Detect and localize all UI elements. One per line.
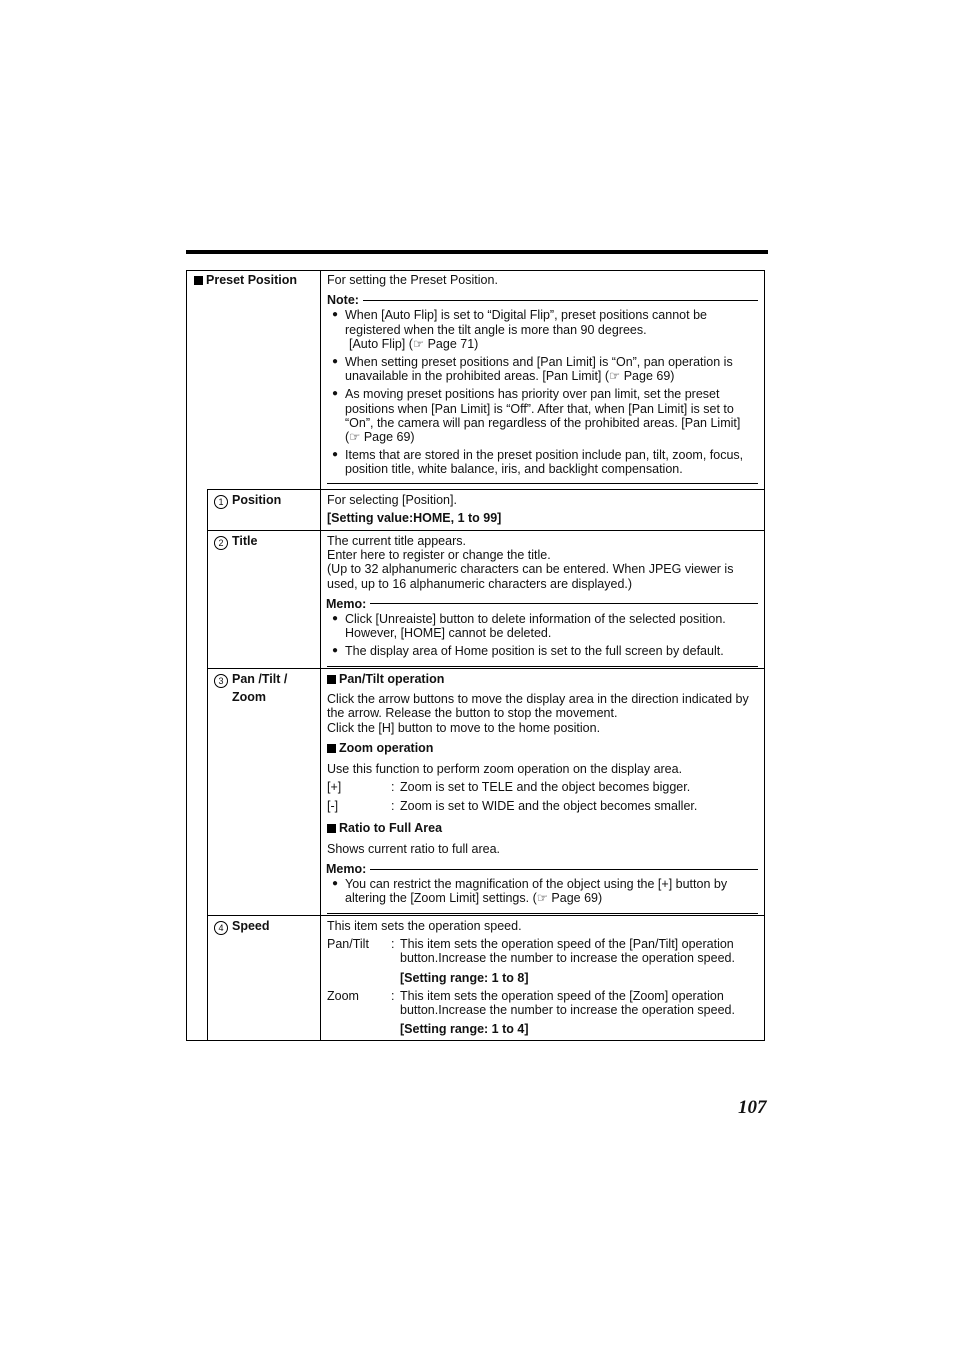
speed-range: [Setting range: 1 to 8] — [400, 970, 529, 985]
zoom-item: [+] : Zoom is set to TELE and the object becomes bigger. — [327, 780, 691, 795]
row-divider — [207, 489, 764, 490]
speed-label: Speed — [232, 919, 270, 933]
speed-range: [Setting range: 1 to 4] — [400, 1022, 529, 1037]
memo-item: ● Click [Unreaiste] button to delete information of the selected position. However, [HOME] cannot be deleted. — [327, 612, 758, 640]
position-label: Position — [232, 493, 282, 507]
memo-label: Memo: — [326, 596, 367, 611]
pantilt-text: Click the [H] button to move to the home position. — [327, 720, 601, 735]
row-divider — [207, 915, 764, 916]
pantilt-label: Pan /Tilt / — [232, 672, 288, 686]
square-bullet-icon — [327, 744, 336, 753]
note-item: ● As moving preset positions has priority over pan limit, set the preset positions when [Pan Limit] is “Off”. After that, when [Pan Limit] is set to “On”, the camera will pan regardless of the prohibited areas. [Pan Limit] (☞ Page 69) — [327, 387, 758, 444]
row-divider — [207, 530, 764, 531]
pantilt-label-2: Zoom — [232, 690, 267, 704]
zoom-heading: Zoom operation — [327, 741, 758, 755]
speed-desc-cell — [327, 919, 758, 1036]
position-label-cell — [214, 493, 318, 509]
note-item: ● Items that are stored in the preset position include pan, tilt, zoom, focus, position title, white balance, iris, and backlight compensation. — [327, 448, 758, 476]
note-label: Note: — [327, 293, 359, 308]
row-divider — [207, 668, 764, 669]
column-divider — [320, 271, 321, 1040]
ratio-heading: Ratio to Full Area — [327, 821, 758, 835]
note-item: ● When [Auto Flip] is set to “Digital Flip”, preset positions cannot be registered when the tilt angle is more than 90 degrees. [Auto Flip] (☞ Page 71) — [327, 308, 758, 351]
circled-number: 1 — [214, 495, 228, 509]
title-line: (Up to 32 alphanumeric characters can be entered. When JPEG viewer is used, up to 16 alphanumeric characters are displayed.) — [327, 562, 734, 591]
indent-divider — [207, 489, 208, 1040]
speed-item: Zoom : This item sets the operation speed of the [Zoom] operation button.Increase the number to increase the operation speed. — [327, 988, 735, 1018]
title-line: The current title appears. — [327, 534, 466, 548]
ratio-text: Shows current ratio to full area. — [327, 841, 500, 856]
note-item: ● When setting preset positions and [Pan Limit] is “On”, pan operation is unavailable in the prohibited areas. [Pan Limit] (☞ Page 69) — [327, 355, 758, 383]
preset-desc-cell — [327, 273, 758, 484]
square-bullet-icon — [327, 675, 336, 684]
circled-number: 4 — [214, 921, 228, 935]
circled-number: 2 — [214, 536, 228, 550]
title-line: Enter here to register or change the title. — [327, 548, 551, 563]
position-desc-cell — [327, 493, 758, 525]
memo-label: Memo: — [326, 862, 367, 877]
pantilt-desc-cell — [327, 672, 758, 914]
preset-intro: For setting the Preset Position. — [327, 273, 498, 287]
position-setting: [Setting value:HOME, 1 to 99] — [327, 511, 502, 526]
note-header — [327, 293, 758, 307]
memo-header — [326, 597, 758, 611]
page-number: 107 — [738, 1097, 767, 1118]
preset-label: Preset Position — [206, 273, 297, 287]
settings-table — [186, 270, 765, 1041]
pantilt-heading: Pan/Tilt operation — [327, 672, 758, 686]
memo-item: ● You can restrict the magnification of the object using the [+] button by altering the [Zoom Limit] settings. (☞ Page 69) — [327, 877, 758, 905]
zoom-text: Use this function to perform zoom operation on the display area. — [327, 762, 683, 777]
memo-end-rule — [327, 913, 758, 914]
title-desc-cell — [327, 534, 758, 667]
square-bullet-icon — [194, 276, 203, 285]
memo-end-rule — [327, 666, 758, 667]
speed-intro: This item sets the operation speed. — [327, 919, 522, 933]
speed-label-cell — [214, 919, 318, 935]
pantilt-text: Click the arrow buttons to move the display area in the direction indicated by the arrow. Release the button to stop the movement. — [327, 692, 749, 721]
square-bullet-icon — [327, 824, 336, 833]
note-ref: [Auto Flip] (☞ Page 71) — [349, 336, 479, 351]
memo-item: ● The display area of Home position is set to the full screen by default. — [327, 644, 758, 658]
circled-number: 3 — [214, 674, 228, 688]
pantilt-label-cell — [214, 672, 318, 704]
speed-item: Pan/Tilt : This item sets the operation speed of the [Pan/Tilt] operation button.Increase the number to increase the operation speed. — [327, 937, 735, 966]
position-desc: For selecting [Position]. — [327, 493, 457, 507]
preset-label-cell — [194, 273, 318, 287]
memo-header — [326, 862, 758, 876]
title-label-cell — [214, 534, 318, 550]
title-label: Title — [232, 534, 258, 548]
note-end-rule — [327, 483, 758, 484]
header-rule — [186, 250, 768, 254]
zoom-item: [-] : Zoom is set to WIDE and the object becomes smaller. — [327, 799, 698, 814]
